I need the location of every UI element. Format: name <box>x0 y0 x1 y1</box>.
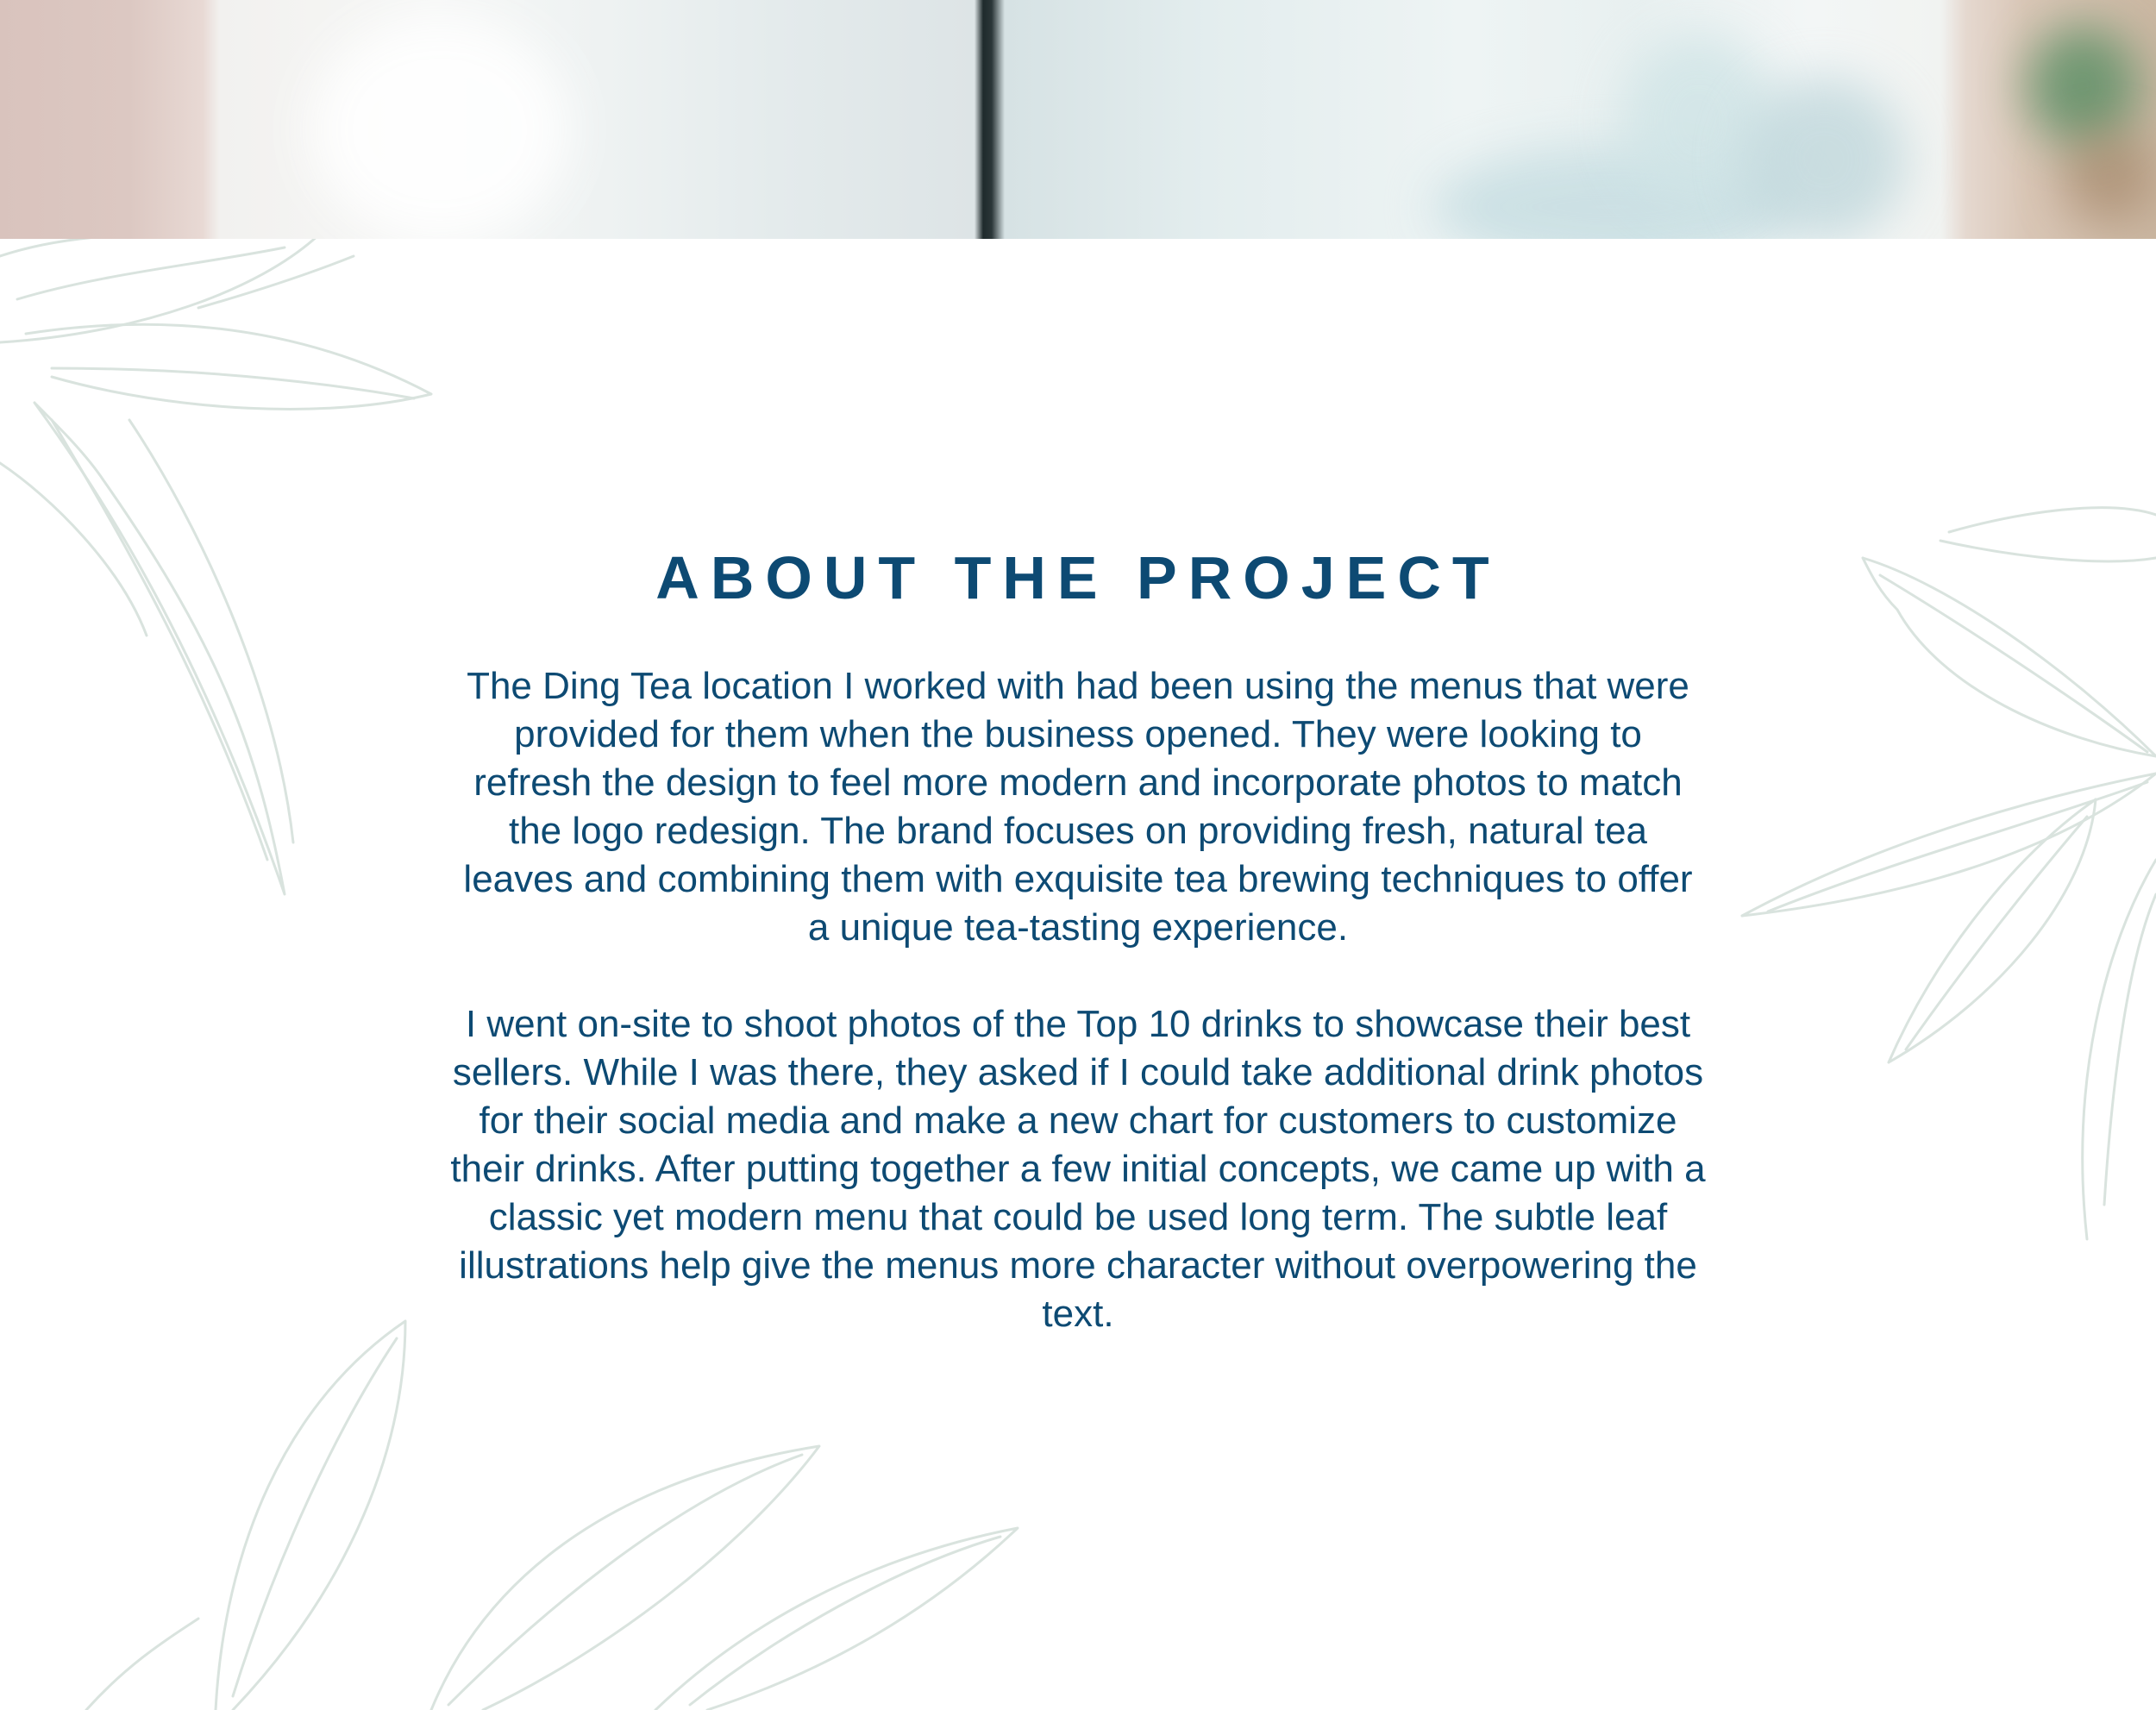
hero-blur-shape <box>2061 129 2156 224</box>
leaf-cluster-right <box>1742 508 2156 1239</box>
about-section <box>405 535 1751 1338</box>
body-paragraph: The Ding Tea location I worked with had been using the menus that were provided for them when the business opened. They were looking to refresh the design to feel more modern and incorporate photos to match the logo redesign. The brand focuses on providing fresh, natural tea leaves and combining them with exquisite tea brewing techniques to offer a unique tea-tasting experience. <box>463 665 1693 949</box>
hero-blur-shape <box>1742 78 1906 239</box>
page-title: ABOUT THE PROJECT <box>655 544 1501 611</box>
leaf-cluster-top-left <box>0 239 431 894</box>
hero-photo <box>0 0 2156 239</box>
body-paragraph: I went on-site to shoot photos of the Top 10 drinks to showcase their best sellers. While I was there, they asked if I could take additional drink photos for their social media and make a new chart for customers to customize their drinks. After putting together a few initial concepts, we came up with a classic yet modern menu that could be used long term. The subtle leaf illustrations help give the menus more character without overpowering the text. <box>450 1003 1706 1335</box>
hero-blur-shape <box>2027 26 2139 147</box>
hero-blur-shape <box>310 17 569 239</box>
leaf-cluster-bottom-left <box>86 1321 1018 1710</box>
